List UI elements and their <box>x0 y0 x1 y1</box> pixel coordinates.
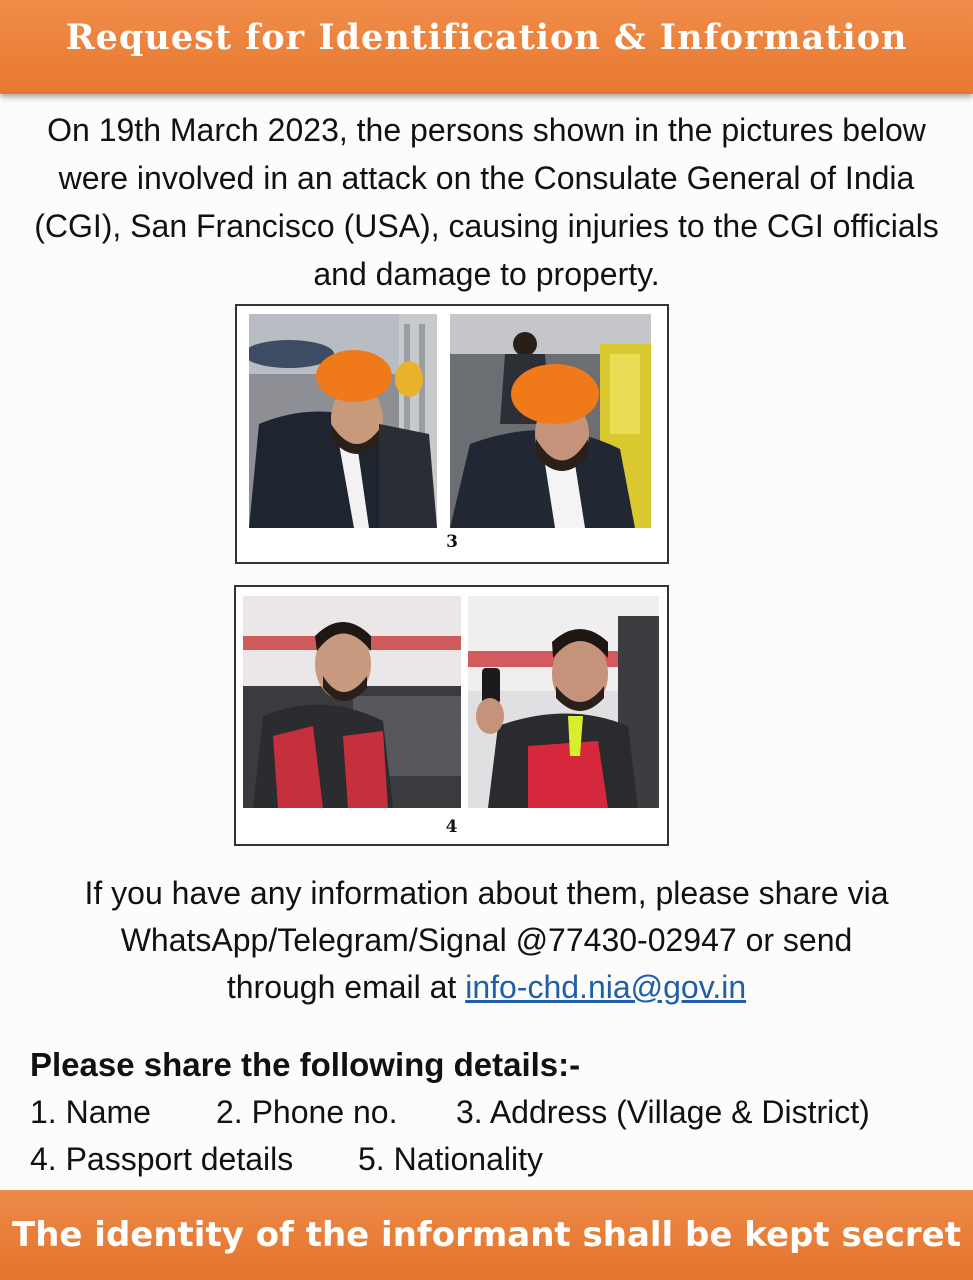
footer-text: The identity of the informant shall be kept secret <box>12 1215 961 1255</box>
contact-paragraph <box>20 870 953 1011</box>
suspect-4-photo-right <box>468 596 659 808</box>
footer-banner <box>0 1190 973 1280</box>
detail-item-nationality: 5. Nationality <box>358 1141 543 1177</box>
page-title: Request for Identification & Information <box>65 16 908 58</box>
figure-label-3: 3 <box>446 532 458 552</box>
suspect-4-photo-left <box>243 596 461 808</box>
figure-label-4: 4 <box>445 817 458 837</box>
contact-line-1: If you have any information about them, please share via <box>84 875 889 911</box>
suspect-3-photo-left <box>249 314 437 528</box>
contact-line-3-prefix: through email at <box>226 969 466 1005</box>
detail-item-passport: 4. Passport details <box>30 1141 294 1177</box>
detail-item-name: 1. Name <box>30 1094 151 1130</box>
detail-item-address: 3. Address (Village & District) <box>456 1094 870 1130</box>
photo-frame-4 <box>234 585 669 846</box>
email-link[interactable]: info-chd.nia@gov.in <box>465 969 747 1005</box>
intro-paragraph: On 19th March 2023, the persons shown in the pictures below were involved in an attack on the Consulate General of India (CGI), San Francisco (USA), causing injuries to the CGI officials and damage to property. <box>34 112 939 292</box>
header-banner <box>0 0 973 94</box>
photo-frame-3 <box>235 304 669 564</box>
suspect-3-photo-right <box>450 314 651 528</box>
detail-item-phone: 2. Phone no. <box>216 1094 398 1130</box>
details-heading: Please share the following details:- <box>30 1046 581 1083</box>
contact-line-3 <box>20 964 953 1011</box>
contact-line-2: WhatsApp/Telegram/Signal @77430-02947 or send <box>120 922 853 958</box>
